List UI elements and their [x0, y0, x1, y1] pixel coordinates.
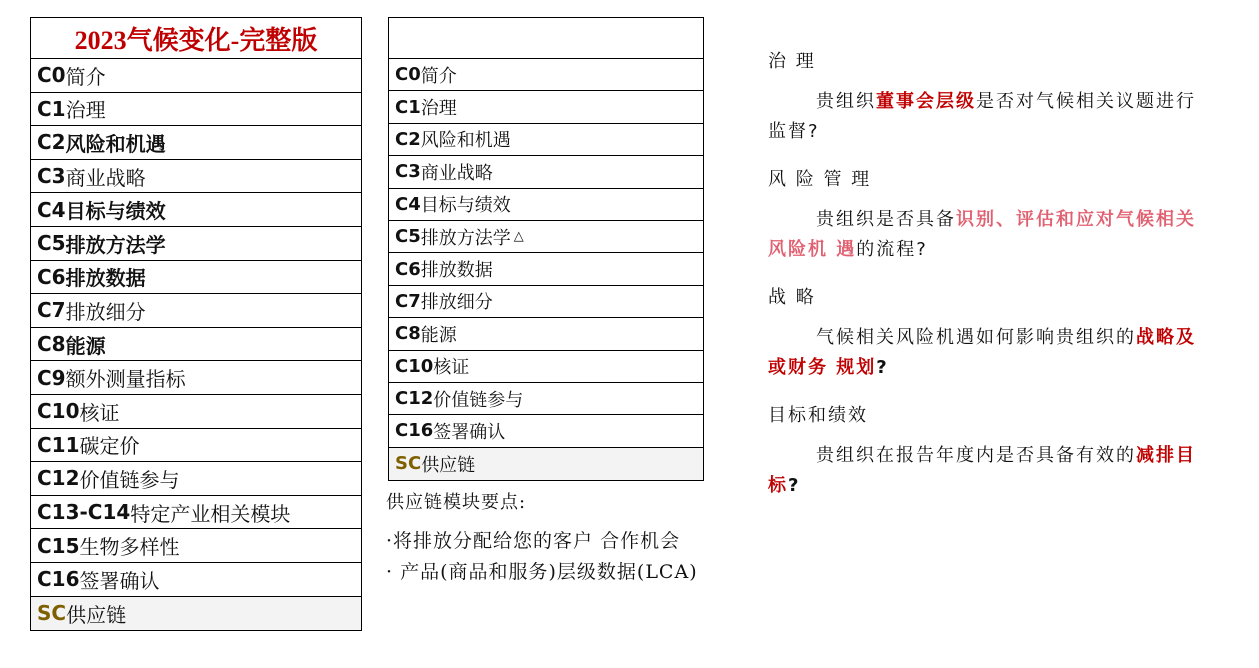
governance-question: 贵组织董事会层级是否对气候相关议题进行监督? — [768, 91, 1196, 142]
module-label: 简介 — [420, 65, 457, 87]
module-label: 生物多样性 — [79, 535, 180, 560]
module-code: C12 — [37, 466, 80, 491]
module-row-c10 — [389, 351, 703, 383]
module-row-sc — [389, 448, 703, 480]
risk-highlight: 识别、评估和应对气候相关风险机 遇 — [768, 209, 1196, 260]
module-label: 治理 — [65, 98, 106, 123]
module-row-c5 — [31, 227, 361, 261]
module-code: C1 — [37, 96, 66, 121]
module-code: C1 — [395, 96, 421, 118]
module-label: 排放方法学 — [65, 232, 166, 257]
module-row-c3 — [389, 156, 703, 188]
governance-highlight: 董事会层级 — [876, 91, 976, 112]
module-row-c12 — [31, 462, 361, 496]
module-label: 核证 — [79, 400, 120, 425]
module-code: C0 — [37, 63, 66, 88]
notes-heading: 供应链模块要点: — [386, 492, 527, 513]
module-row-c0 — [31, 59, 361, 93]
module-code: C16 — [395, 420, 434, 442]
notes-point-allocation: ·将排放分配给您的客户 合作机会 — [386, 530, 681, 552]
module-label: 目标与绩效 — [65, 199, 166, 224]
module-code: C4 — [395, 193, 421, 215]
module-code: C11 — [37, 432, 80, 457]
risk-heading: 风 险 管 理 — [768, 169, 872, 190]
module-label: 商业战略 — [65, 165, 146, 190]
module-label: 排放数据 — [420, 260, 493, 282]
module-code: C15 — [37, 533, 80, 558]
targets-question: 贵组织在报告年度内是否具备有效的减排目标? — [768, 445, 1196, 496]
governance-heading: 治 理 — [768, 51, 816, 72]
module-label: 排放细分 — [420, 292, 493, 314]
pillar-questions — [768, 47, 1198, 519]
module-label: 碳定价 — [79, 434, 140, 459]
module-row-c1 — [389, 91, 703, 123]
module-row-c8 — [31, 328, 361, 362]
module-row-c5 — [389, 221, 703, 253]
module-label: 排放方法学 — [420, 227, 511, 249]
module-label: 排放细分 — [65, 299, 146, 324]
module-row-c10 — [31, 395, 361, 429]
module-row-c6 — [389, 253, 703, 285]
table-title: 2023气候变化-完整版 — [31, 18, 361, 59]
module-label: 价值链参与 — [433, 389, 524, 411]
module-label: 风险和机遇 — [65, 131, 166, 156]
module-label: 治理 — [420, 98, 457, 120]
risk-question: 贵组织是否具备识别、评估和应对气候相关风险机 遇的流程? — [768, 209, 1196, 260]
module-code: C12 — [395, 388, 434, 410]
module-code: C10 — [395, 355, 434, 377]
module-row-c11 — [31, 429, 361, 463]
module-code: SC — [37, 601, 67, 626]
module-row-c15 — [31, 529, 361, 563]
module-row-c12 — [389, 383, 703, 415]
module-row-c4 — [31, 193, 361, 227]
notes-point-product-data: · 产品(商品和服务)层级数据(LCA) — [386, 561, 698, 583]
module-row-c16 — [31, 563, 361, 597]
module-label: 能源 — [420, 324, 457, 346]
module-code: C6 — [395, 258, 421, 280]
targets-heading: 目标和绩效 — [768, 405, 868, 426]
triangle-mark-icon: △ — [513, 229, 524, 245]
module-code: C5 — [37, 231, 66, 256]
module-code: C16 — [37, 567, 80, 592]
targets-highlight: 减排目标 — [768, 445, 1196, 496]
module-row-c7 — [31, 294, 361, 328]
strategy-highlight: 战略及或财务 规划 — [768, 327, 1196, 378]
module-code: C3 — [37, 164, 66, 189]
module-label: 签署确认 — [79, 568, 160, 593]
module-label: 排放数据 — [65, 266, 146, 291]
strategy-question: 气候相关风险机遇如何影响贵组织的战略及或财务 规划? — [768, 327, 1196, 378]
module-label: 商业战略 — [420, 162, 493, 184]
module-label: 供应链 — [421, 454, 476, 476]
module-label: 核证 — [433, 357, 470, 379]
module-label: 特定产业相关模块 — [130, 501, 291, 526]
module-row-c6 — [31, 261, 361, 295]
module-label: 目标与绩效 — [420, 195, 511, 217]
module-label: 能源 — [65, 333, 106, 358]
full-module-table — [30, 17, 362, 631]
module-code: C4 — [37, 197, 66, 222]
module-label: 价值链参与 — [79, 467, 180, 492]
module-label: 额外测量指标 — [65, 367, 186, 392]
module-row-c0 — [389, 59, 703, 91]
module-label: 简介 — [65, 64, 106, 89]
module-row-sc — [31, 597, 361, 631]
module-row-c9 — [31, 361, 361, 395]
module-row-c13-c14 — [31, 496, 361, 530]
table-header-blank — [389, 18, 703, 59]
module-code: C2 — [395, 128, 421, 150]
strategy-heading: 战 略 — [768, 287, 816, 308]
module-code: C2 — [37, 130, 66, 155]
module-label: 风险和机遇 — [420, 130, 511, 152]
module-code: C8 — [395, 323, 421, 345]
module-code: C3 — [395, 161, 421, 183]
module-code: C9 — [37, 365, 66, 390]
module-label: 签署确认 — [433, 421, 506, 443]
module-row-c4 — [389, 189, 703, 221]
module-row-c2 — [389, 124, 703, 156]
module-code: C7 — [37, 298, 66, 323]
module-code: C10 — [37, 399, 80, 424]
module-code: C6 — [37, 264, 66, 289]
module-label: 供应链 — [66, 602, 127, 627]
module-row-c1 — [31, 93, 361, 127]
supply-chain-notes — [386, 487, 706, 588]
module-row-c7 — [389, 286, 703, 318]
module-row-c8 — [389, 318, 703, 350]
module-row-c16 — [389, 415, 703, 447]
module-code: SC — [395, 453, 422, 475]
module-code: C8 — [37, 332, 66, 357]
module-row-c2 — [31, 126, 361, 160]
module-code: C5 — [395, 226, 421, 248]
supply-chain-module-table — [388, 17, 704, 481]
module-code: C7 — [395, 290, 421, 312]
module-code: C0 — [395, 64, 421, 86]
module-code: C13-C14 — [37, 500, 131, 525]
module-row-c3 — [31, 160, 361, 194]
